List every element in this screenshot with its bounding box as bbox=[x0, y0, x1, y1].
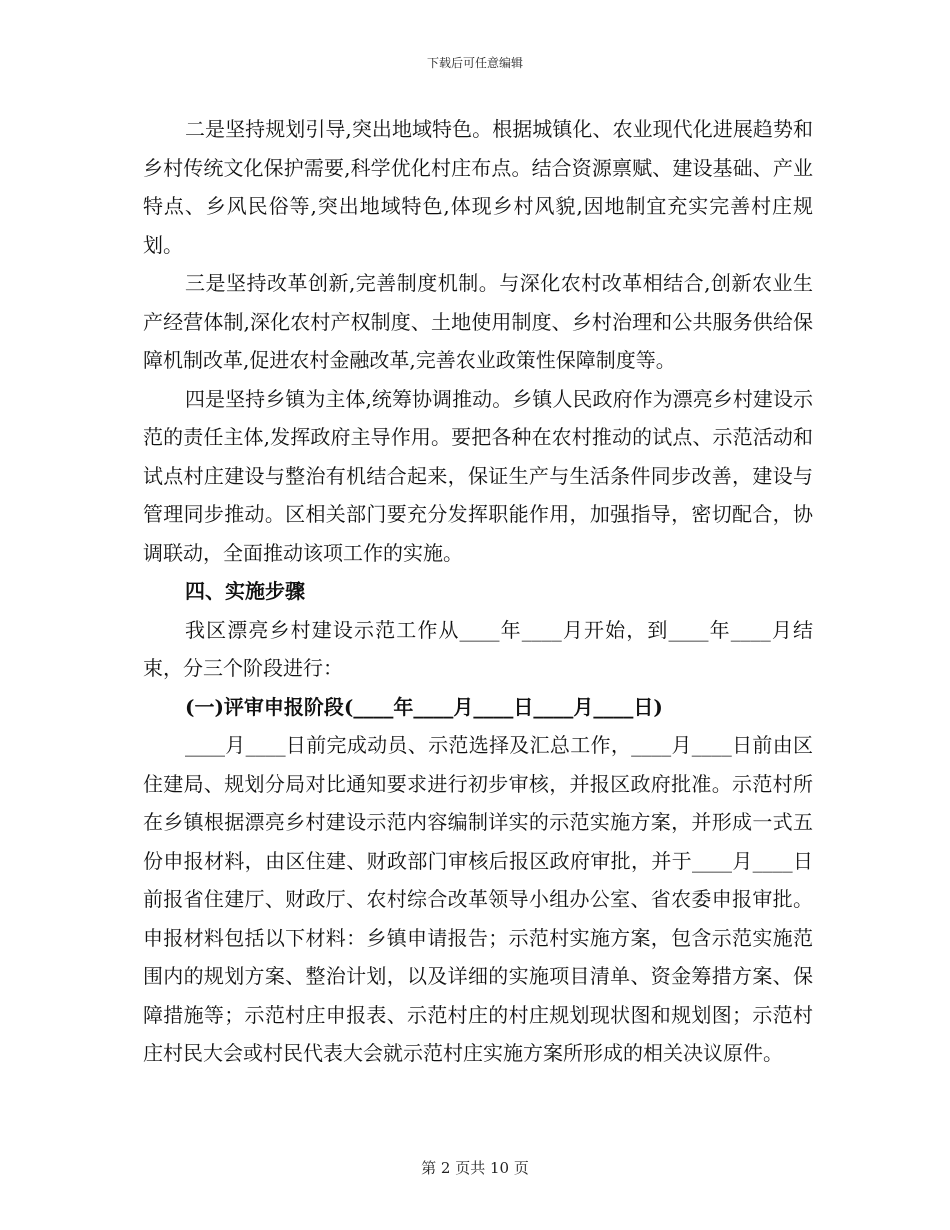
page-header: 下载后可任意编辑 bbox=[426, 56, 523, 70]
paragraph-township-subject: 四是坚持乡镇为主体,统筹协调推动。乡镇人民政府作为漂亮乡村建设示范的责任主体,发挥政府主导作用。要把各种在农村推动的试点、示范活动和试点村庄建设与整治有机结合起来，保证生产与生活条件同步改善，建设与管理同步推动。区相关部门要充分发挥职能作用，加强指导，密切配合，协调联动，全面推动该项工作的实施。 bbox=[143, 386, 813, 565]
paragraph-review-details: ____月____日前完成动员、示范选择及汇总工作，____月____日前由区住建局、规划分局对比通知要求进行初步审核，并报区政府批准。示范村所在乡镇根据漂亮乡村建设示范内容编制详实的示范实施方案，并形成一式五份申报材料，由区住建、财政部门审核后报区政府审批，并于____月____日前报省住建厅、财政厅、农村综合改革领导小组办公室、省农委申报审批。申报材料包括以下材料：乡镇申请报告；示范村实施方案，包含示范实施范围内的规划方案、整治计划，以及详细的实施项目清单、资金筹措方案、保障措施等；示范村庄申报表、示范村庄的村庄规划现状图和规划图；示范村庄村民大会或村民代表大会就示范村庄实施方案所形成的相关决议原件。 bbox=[143, 733, 813, 1065]
document-body bbox=[143, 110, 813, 1073]
section-heading-implementation-steps: 四、实施步骤 bbox=[185, 579, 305, 603]
page-footer: 第 2 页共 10 页 bbox=[421, 1159, 529, 1177]
paragraph-planning-guidance: 二是坚持规划引导,突出地域特色。根据城镇化、农业现代化进展趋势和乡村传统文化保护需要,科学优化村庄布点。结合资源禀赋、建设基础、产业特点、乡风民俗等,突出地域特色,体现乡村风貌,因地制宜充实完善村庄规划。 bbox=[143, 117, 813, 257]
paragraph-schedule: 我区漂亮乡村建设示范工作从____年____月开始，到____年____月结束，分三个阶段进行： bbox=[143, 617, 813, 680]
subsection-heading-review-stage: (一)评审申报阶段(____年____月____日____月____日) bbox=[185, 694, 663, 719]
paragraph-reform-innovation: 三是坚持改革创新,完善制度机制。与深化农村改革相结合,创新农业生产经营体制,深化农村产权制度、土地使用制度、乡村治理和公共服务供给保障机制改革,促进农村金融改革,完善农业政策性保障制度等。 bbox=[143, 271, 813, 372]
